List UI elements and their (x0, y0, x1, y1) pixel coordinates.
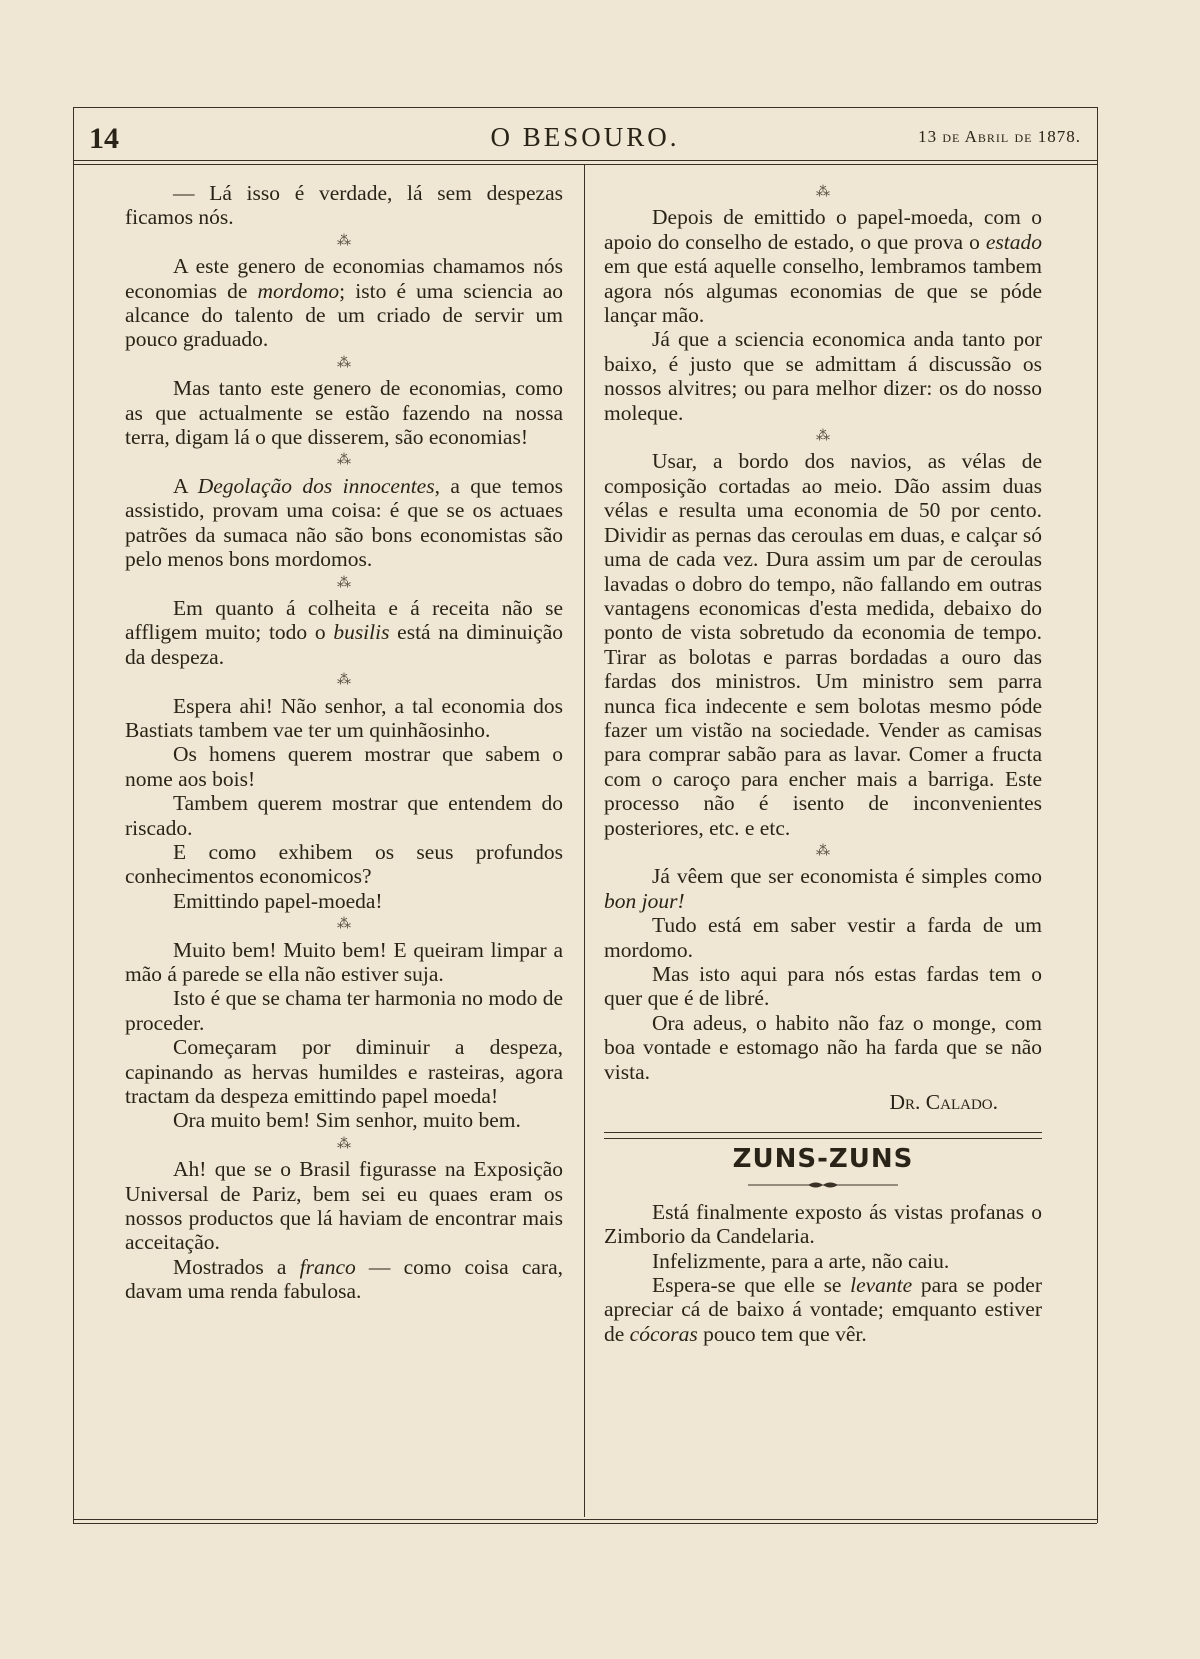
page-header (73, 110, 1097, 160)
paragraph: Tambem querem mostrar que entendem do riscado. (125, 791, 563, 840)
paragraph: Muito bem! Muito bem! E queiram limpar a mão á parede se ella não estiver suja. (125, 937, 563, 986)
paragraph: — Lá isso é verdade, lá sem despezas ficamos nós. (125, 181, 563, 230)
left-column (125, 181, 563, 1304)
paragraph: Já vêem que ser economista é simples como bon jour! (604, 864, 1042, 913)
separator-asterism: ⁂ (816, 843, 830, 859)
paragraph: Mas isto aqui para nós estas fardas tem o quer que é de libré. (604, 962, 1042, 1011)
separator-asterism: ⁂ (337, 917, 351, 933)
paragraph: Depois de emittido o papel-moeda, com o apoio do conselho de estado, o que prova o estado em que está aquelle conselho, lembramos tambem agora nós algumas economias de que se póde lançar mão. (604, 205, 1042, 328)
paragraph: Começaram por diminuir a despeza, capinando as hervas humildes e rasteiras, agora tractam da despeza emittindo papel moeda! (125, 1035, 563, 1109)
paragraph: Ora muito bem! Sim senhor, muito bem. (173, 1108, 521, 1133)
separator-asterism: ⁂ (337, 575, 351, 591)
issue-date: 13 de Abril de 1878. (918, 127, 1081, 146)
masthead-title: O BESOURO. (490, 122, 680, 152)
header-rule (73, 160, 1097, 161)
header-rule-inner (73, 164, 1097, 165)
separator-asterism: ⁂ (816, 429, 830, 445)
right-column (604, 181, 1042, 1346)
paragraph: Usar, a bordo dos navios, as vélas de composição cortadas ao meio. Dão assim duas vélas e resulta uma economia de 50 por cento. Dividir as pernas das ceroulas em duas, e calçar só uma de cada vez. Dura assim um par de ceroulas lavadas o dobro do tempo, não fallando em outras vantagens economicas d'esta medida, debaixo do ponto de vista sobretudo da economia de tempo. Tirar as bolotas e parras bordadas a ouro das fardas dos ministros. Um ministro sem parra nunca fica indecente e sem bolotas mesmo póde fazer um vistão na sociedade. Vender as camisas para comprar sabão para as lavar. Comer a fructa com o caroço para encher mais a barriga. Este processo não é isento de inconvenientes posteriores, etc. e etc. (604, 449, 1042, 840)
footer-rule-outer (73, 1523, 1097, 1524)
paragraph: Mostrados a franco — como coisa cara, davam uma renda fabulosa. (125, 1254, 564, 1304)
top-rule (73, 107, 1097, 108)
section-title: ZUNS-ZUNS (732, 1144, 914, 1175)
paragraph: Infelizmente, para a arte, não caiu. (652, 1248, 950, 1273)
author-signature: Dr. Calado. (889, 1090, 998, 1115)
paragraph: Ah! que se o Brasil figurasse na Exposição Universal de Pariz, bem sei eu quaes eram os nossos productos que lá haviam de encontrar mais acceitação. (125, 1157, 563, 1255)
paragraph: Já que a sciencia economica anda tanto por baixo, é justo que se admittam á discussão os nossos alvitres; ou para melhor dizer: os do nosso moleque. (604, 327, 1042, 425)
paragraph: Espera-se que elle se levante para se poder apreciar cá de baixo á vontade; emquanto estiver de cócoras pouco tem que vêr. (604, 1273, 1042, 1346)
footer-rule (73, 1519, 1097, 1520)
paragraph: A este genero de economias chamamos nós economias de mordomo; isto é uma sciencia ao alcance do talento de um criado de servir um pouco graduado. (125, 254, 563, 352)
separator-asterism: ⁂ (816, 185, 830, 200)
ornament-rule-icon (748, 1180, 898, 1190)
section-divider (604, 1132, 1042, 1139)
paragraph: Espera ahi! Não senhor, a tal economia dos Bastiats tambem vae ter um quinhãosinho. (125, 693, 563, 742)
page-number: 14 (89, 122, 119, 155)
separator-asterism: ⁂ (337, 453, 351, 469)
paragraph: A Degolação dos innocentes, a que temos assistido, provam uma coisa: é que se os actuaes patrões da sumaca não são bons economistas são pelo menos bons mordomos. (125, 473, 563, 572)
paragraph: E como exhibem os seus profundos conhecimentos economicos? (125, 839, 563, 889)
paragraph: Ora adeus, o habito não faz o monge, com boa vontade e estomago não ha farda que se não vista. (604, 1010, 1042, 1084)
separator-asterism: ⁂ (337, 1136, 351, 1152)
paragraph: Em quanto á colheita e á receita não se affligem muito; todo o busilis está na diminuição da despeza. (125, 595, 563, 669)
separator-asterism: ⁂ (337, 355, 351, 371)
paragraph: Está finalmente exposto ás vistas profanas o Zimborio da Candelaria. (604, 1199, 1042, 1249)
paragraph: Os homens querem mostrar que sabem o nome aos bois! (125, 742, 563, 791)
separator-asterism: ⁂ (337, 233, 351, 249)
paragraph: Isto é que se chama ter harmonia no modo de proceder. (125, 986, 563, 1035)
paragraph: Tudo está em saber vestir a farda de um mordomo. (604, 913, 1042, 962)
paragraph: Emittindo papel-moeda! (173, 888, 383, 913)
separator-asterism: ⁂ (337, 673, 351, 689)
column-divider (584, 164, 585, 1517)
paragraph: Mas tanto este genero de economias, como as que actualmente se estão fazendo na nossa terra, digam lá o que disserem, são economias! (125, 376, 563, 450)
